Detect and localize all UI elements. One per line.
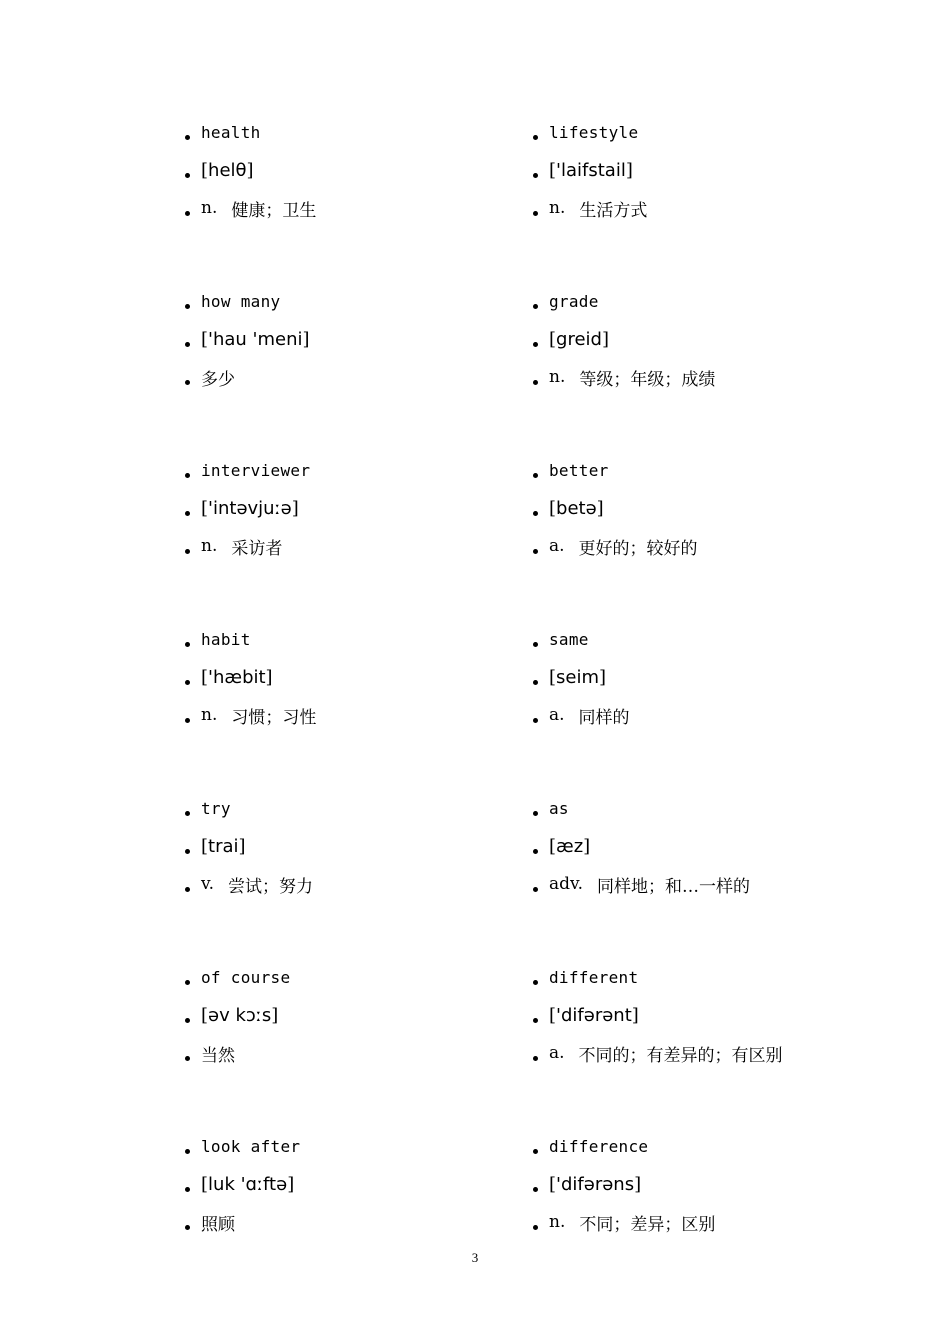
word-line: [185, 620, 533, 658]
bullet-icon: [533, 173, 538, 178]
vocab-word: better: [549, 460, 609, 480]
vocab-meaning: 同样的: [578, 707, 630, 728]
part-of-speech: a.: [549, 536, 565, 556]
part-of-speech: n.: [201, 536, 218, 556]
bracket-close: ]: [265, 666, 273, 688]
bullet-icon: [533, 1225, 538, 1230]
bracket-open: [: [549, 1004, 557, 1026]
bracket-close: ]: [631, 1004, 639, 1026]
bracket-open: [: [549, 835, 557, 857]
vocab-word: as: [549, 798, 569, 818]
vocab-word: try: [201, 798, 231, 818]
vocab-phonetic: seim: [556, 666, 600, 688]
word-line: [533, 620, 885, 658]
bullet-icon: [533, 304, 538, 309]
bullet-icon: [185, 380, 190, 385]
phonetic-line: [185, 658, 533, 696]
bullet-icon: [185, 473, 190, 478]
vocab-phonetic: 'laifstail: [556, 159, 626, 181]
vocab-phonetic: betə: [556, 497, 597, 519]
bullet-icon: [533, 887, 538, 892]
vocab-phonetic: əv kɔːs: [208, 1004, 272, 1026]
word-line: [533, 1127, 885, 1165]
part-of-speech: a.: [549, 1043, 565, 1063]
meaning-line: [533, 696, 885, 734]
meaning-line: [533, 865, 885, 903]
vocab-entry: [533, 789, 885, 958]
meaning-line: [185, 1034, 533, 1072]
bullet-icon: [185, 642, 190, 647]
bullet-icon: [533, 211, 538, 216]
vocab-phonetic: 'intəvjuːə: [208, 497, 292, 519]
vocab-phonetic: 'hæbit: [208, 666, 266, 688]
vocab-word: different: [549, 967, 639, 987]
bullet-icon: [533, 135, 538, 140]
vocab-meaning: 同样地；和…一样的: [597, 876, 751, 897]
vocab-word: how many: [201, 291, 281, 311]
vocab-word: same: [549, 629, 589, 649]
bullet-icon: [533, 1187, 538, 1192]
phonetic-line: [185, 827, 533, 865]
part-of-speech: n.: [549, 1212, 566, 1232]
bullet-icon: [185, 1056, 190, 1061]
vocab-entry: [533, 451, 885, 620]
bracket-close: ]: [271, 1004, 279, 1026]
bracket-close: ]: [583, 835, 591, 857]
part-of-speech: n.: [549, 367, 566, 387]
bullet-icon: [533, 680, 538, 685]
word-line: [185, 1127, 533, 1165]
bracket-open: [: [549, 666, 557, 688]
meaning-line: [185, 527, 533, 565]
vocab-phonetic: 'hau 'meni: [208, 328, 303, 350]
bullet-icon: [185, 211, 190, 216]
vocab-phonetic: 'difərəns: [556, 1173, 635, 1195]
bullet-icon: [185, 549, 190, 554]
vocab-meaning: 不同的；有差异的；有区别: [578, 1045, 783, 1066]
vocab-entry: [185, 282, 533, 451]
bullet-icon: [185, 811, 190, 816]
vocab-meaning: 不同；差异；区别: [579, 1214, 716, 1235]
vocab-entry: [533, 620, 885, 789]
vocab-word: grade: [549, 291, 599, 311]
vocab-word: of course: [201, 967, 291, 987]
bracket-close: ]: [302, 328, 310, 350]
phonetic-line: [533, 1165, 885, 1203]
bullet-icon: [185, 342, 190, 347]
part-of-speech: a.: [549, 705, 565, 725]
vocab-meaning: 生活方式: [579, 200, 648, 221]
vocab-meaning: 健康；卫生: [231, 200, 317, 221]
word-line: [533, 282, 885, 320]
bracket-close: ]: [601, 328, 609, 350]
vocab-word: difference: [549, 1136, 649, 1156]
bullet-icon: [185, 511, 190, 516]
word-line: [185, 789, 533, 827]
bracket-open: [: [549, 159, 557, 181]
meaning-line: [185, 1203, 533, 1241]
word-line: [185, 113, 533, 151]
vocab-word: lifestyle: [549, 122, 639, 142]
vocab-meaning: 多少: [201, 369, 235, 390]
bracket-open: [: [201, 666, 209, 688]
vocab-entry: [533, 113, 885, 282]
bracket-close: ]: [238, 835, 246, 857]
vocab-meaning: 更好的；较好的: [578, 538, 698, 559]
vocab-word: look after: [201, 1136, 301, 1156]
bracket-open: [: [549, 328, 557, 350]
meaning-line: [533, 358, 885, 396]
phonetic-line: [185, 320, 533, 358]
bracket-close: ]: [596, 497, 604, 519]
word-line: [185, 451, 533, 489]
bullet-icon: [533, 718, 538, 723]
bracket-close: ]: [246, 159, 254, 181]
part-of-speech: n.: [201, 705, 218, 725]
part-of-speech: adv.: [549, 874, 584, 894]
vocab-meaning: 当然: [201, 1045, 235, 1066]
vocab-entry: [185, 1127, 533, 1296]
bullet-icon: [185, 1018, 190, 1023]
bullet-icon: [533, 1056, 538, 1061]
bullet-icon: [533, 342, 538, 347]
vocab-meaning: 尝试；努力: [228, 876, 313, 897]
bracket-open: [: [201, 328, 209, 350]
vocab-phonetic: æz: [556, 835, 584, 857]
phonetic-line: [533, 151, 885, 189]
vocab-phonetic: trai: [208, 835, 239, 857]
phonetic-line: [533, 320, 885, 358]
word-line: [533, 789, 885, 827]
meaning-line: [533, 1034, 885, 1072]
vocab-word: interviewer: [201, 460, 311, 480]
vocab-phonetic: luk 'ɑːftə: [208, 1173, 288, 1195]
vocab-word: health: [201, 122, 261, 142]
bracket-close: ]: [625, 159, 633, 181]
bullet-icon: [185, 1187, 190, 1192]
bracket-open: [: [201, 159, 209, 181]
bullet-icon: [533, 1149, 538, 1154]
word-line: [533, 451, 885, 489]
meaning-line: [533, 1203, 885, 1241]
bracket-open: [: [201, 1173, 209, 1195]
phonetic-line: [185, 996, 533, 1034]
bullet-icon: [533, 1018, 538, 1023]
bullet-icon: [185, 718, 190, 723]
bullet-icon: [185, 680, 190, 685]
vocab-meaning: 等级；年级；成绩: [579, 369, 716, 390]
bracket-open: [: [201, 1004, 209, 1026]
vocab-meaning: 采访者: [231, 538, 283, 559]
vocab-entry: [533, 958, 885, 1127]
vocab-phonetic: greid: [556, 328, 602, 350]
bullet-icon: [533, 811, 538, 816]
phonetic-line: [185, 1165, 533, 1203]
word-line: [185, 958, 533, 996]
vocab-entry: [533, 282, 885, 451]
bullet-icon: [185, 1225, 190, 1230]
bullet-icon: [185, 173, 190, 178]
bracket-open: [: [549, 1173, 557, 1195]
meaning-line: [185, 865, 533, 903]
vocabulary-grid: [185, 113, 885, 1296]
bullet-icon: [185, 980, 190, 985]
phonetic-line: [185, 489, 533, 527]
word-line: [533, 113, 885, 151]
phonetic-line: [533, 996, 885, 1034]
vocab-meaning: 习惯；习性: [231, 707, 317, 728]
vocab-entry: [185, 958, 533, 1127]
part-of-speech: v.: [201, 874, 214, 894]
page-number: 3: [471, 1250, 479, 1265]
bracket-close: ]: [634, 1173, 642, 1195]
bullet-icon: [533, 642, 538, 647]
vocab-entry: [185, 620, 533, 789]
bullet-icon: [533, 511, 538, 516]
bullet-icon: [185, 849, 190, 854]
vocab-phonetic: helθ: [208, 159, 247, 181]
word-line: [185, 282, 533, 320]
bullet-icon: [533, 980, 538, 985]
word-line: [533, 958, 885, 996]
part-of-speech: n.: [549, 198, 566, 218]
bullet-icon: [533, 473, 538, 478]
vocab-entry: [185, 451, 533, 620]
vocab-meaning: 照顾: [201, 1214, 235, 1235]
bullet-icon: [185, 304, 190, 309]
bullet-icon: [185, 1149, 190, 1154]
vocab-phonetic: 'difərənt: [556, 1004, 632, 1026]
bracket-open: [: [201, 835, 209, 857]
bracket-open: [: [549, 497, 557, 519]
meaning-line: [185, 696, 533, 734]
bullet-icon: [533, 380, 538, 385]
bracket-close: ]: [287, 1173, 295, 1195]
bracket-close: ]: [599, 666, 607, 688]
vocab-entry: [185, 789, 533, 958]
bullet-icon: [533, 849, 538, 854]
phonetic-line: [533, 658, 885, 696]
meaning-line: [185, 189, 533, 227]
phonetic-line: [185, 151, 533, 189]
phonetic-line: [533, 489, 885, 527]
bullet-icon: [533, 549, 538, 554]
bullet-icon: [185, 135, 190, 140]
part-of-speech: n.: [201, 198, 218, 218]
vocab-word: habit: [201, 629, 251, 649]
vocab-entry: [185, 113, 533, 282]
bracket-close: ]: [291, 497, 299, 519]
vocab-entry: [533, 1127, 885, 1296]
phonetic-line: [533, 827, 885, 865]
bullet-icon: [185, 887, 190, 892]
bracket-open: [: [201, 497, 209, 519]
meaning-line: [533, 189, 885, 227]
meaning-line: [533, 527, 885, 565]
meaning-line: [185, 358, 533, 396]
